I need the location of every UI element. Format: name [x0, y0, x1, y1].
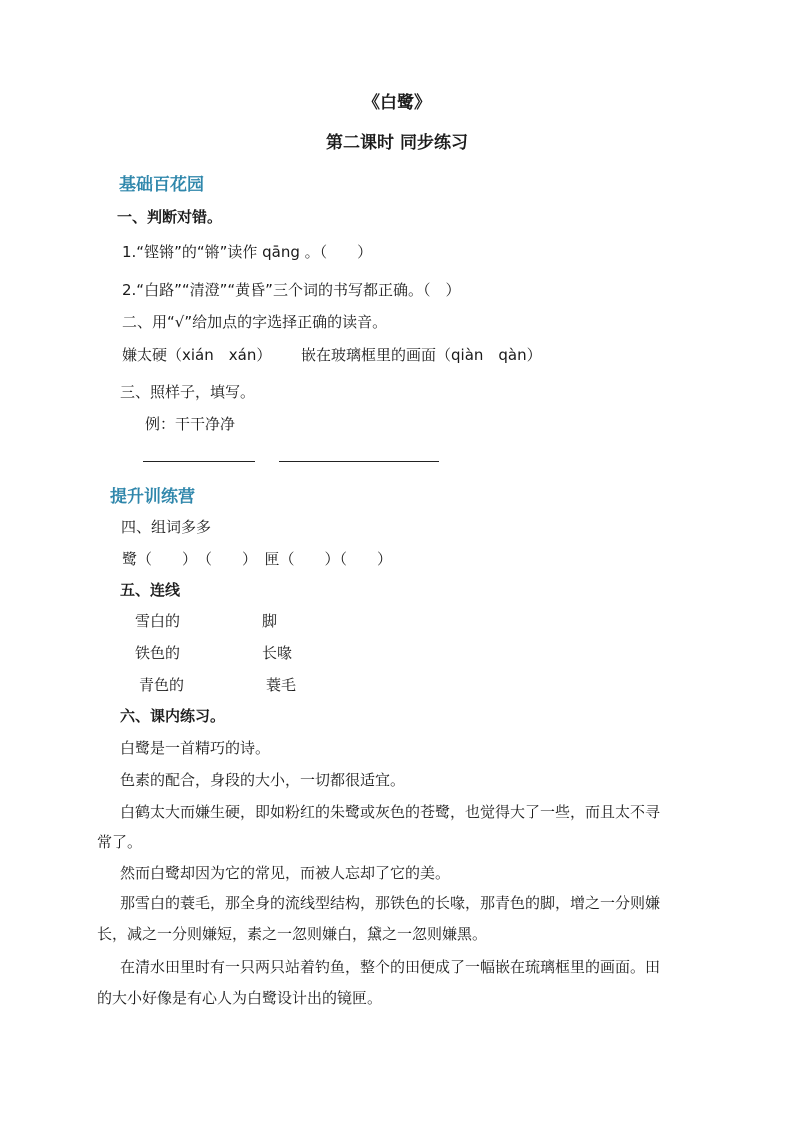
- reading-paragraph: 白鹭是一首精巧的诗。: [120, 739, 271, 757]
- question-4-heading: 四、组词多多: [121, 518, 212, 536]
- reading-paragraph: 长，减之一分则嫌短，素之一忽则嫌白，黛之一忽则嫌黑。: [97, 925, 488, 943]
- match-left-item: 铁色的: [135, 644, 181, 662]
- reading-paragraph: 那雪白的蓑毛，那全身的流线型结构，那铁色的长喙，那青色的脚，增之一分则嫌: [120, 894, 661, 912]
- match-right-item: 蓑毛: [266, 676, 297, 694]
- question-4-blanks: 鹭（ ） （ ） 匣（ ）（ ）: [122, 550, 393, 568]
- question-3-heading: 三、照样子，填写。: [120, 383, 256, 401]
- reading-paragraph: 常了。: [97, 833, 143, 851]
- question-2-option-left: 嫌太硬（xián xán）: [122, 346, 272, 364]
- section-heading-basic: 基础百花园: [119, 175, 204, 195]
- page-subtitle: 第二课时 同步练习: [326, 133, 468, 153]
- match-right-item: 长喙: [262, 644, 293, 662]
- reading-paragraph: 色素的配合，身段的大小，一切都很适宜。: [120, 771, 406, 789]
- match-left-item: 雪白的: [135, 612, 181, 630]
- reading-paragraph: 然而白鹭却因为它的常见，而被人忘却了它的美。: [120, 864, 451, 882]
- question-3-example: 例：干干净净: [145, 415, 236, 433]
- question-6-heading: 六、课内练习。: [120, 707, 226, 725]
- match-right-item: 脚: [262, 612, 278, 630]
- reading-paragraph: 白鹤太大而嫌生硬，即如粉红的朱鹭或灰色的苍鹭，也觉得大了一些，而且太不寻: [120, 803, 661, 821]
- question-1-heading: 一、判断对错。: [117, 208, 223, 226]
- answer-blank-1: [143, 461, 255, 462]
- question-1-item-1: 1.“铿锵”的“锵”读作 qāng 。（ ）: [122, 243, 373, 261]
- question-2-heading: 二、用“√”给加点的字选择正确的读音。: [122, 313, 388, 331]
- match-left-item: 青色的: [139, 676, 185, 694]
- question-2-option-right: 嵌在玻璃框里的画面（qiàn qàn）: [301, 346, 542, 364]
- reading-paragraph: 在清水田里时有一只两只站着钓鱼，整个的田便成了一幅嵌在琉璃框里的画面。田: [120, 958, 661, 976]
- question-1-item-2: 2.“白路”“清澄”“黄昏”三个词的书写都正确。（ ）: [122, 281, 461, 299]
- reading-paragraph: 的大小好像是有心人为白鹭设计出的镜匣。: [97, 989, 383, 1007]
- answer-blank-2: [279, 461, 439, 462]
- section-heading-advanced: 提升训练营: [110, 487, 195, 507]
- question-5-heading: 五、连线: [120, 581, 181, 599]
- page-title: 《白鹭》: [363, 93, 431, 113]
